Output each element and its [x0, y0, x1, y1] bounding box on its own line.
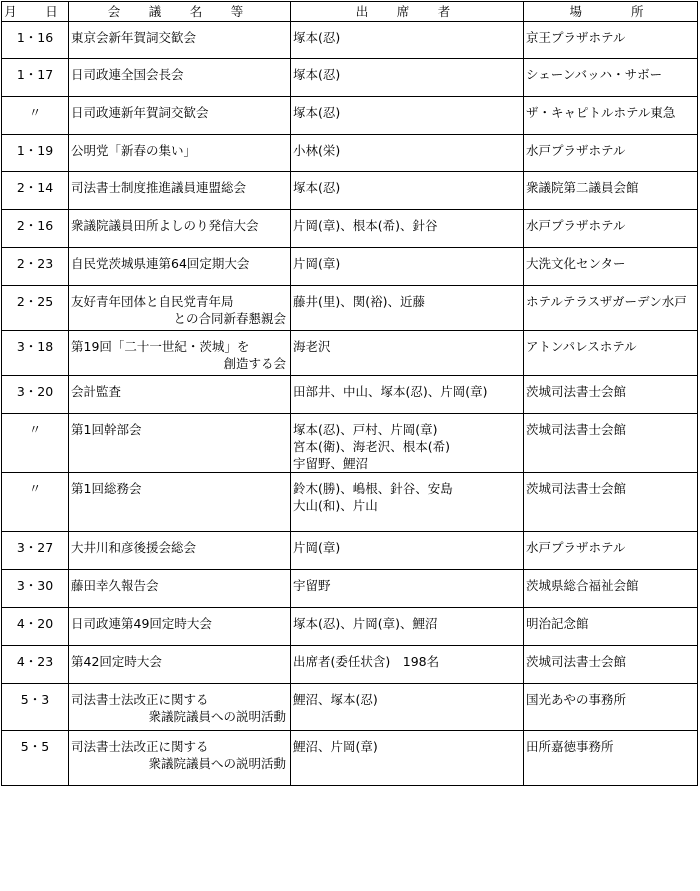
- attendee-line: 宇留野: [293, 578, 331, 593]
- meeting-line: 創造する会: [223, 356, 286, 371]
- row-place: 水戸プラザホテル: [524, 532, 698, 570]
- attendee-line: 塚本(忍): [293, 105, 341, 120]
- row-place: 茨城司法書士会館: [524, 473, 698, 532]
- row-meeting: [69, 331, 291, 376]
- meeting-line: 司法書士制度推進議員連盟総会: [71, 180, 247, 195]
- row-attendees: [291, 248, 524, 286]
- row-place: 茨城司法書士会館: [524, 414, 698, 473]
- meeting-line: 藤田幸久報告会: [71, 578, 159, 593]
- attendee-line: 片岡(章)、根本(希)、針谷: [293, 218, 438, 233]
- meeting-line: 司法書士法改正に関する: [71, 692, 209, 707]
- header-row: [2, 2, 698, 22]
- row-date: 3・20: [2, 376, 69, 414]
- attendee-line: 塚本(忍): [293, 30, 341, 45]
- meeting-line: 第19回「二十一世紀・茨城」を: [71, 339, 250, 354]
- meeting-line: 第1回総務会: [71, 481, 142, 496]
- row-date: 〃: [2, 473, 69, 532]
- attendee-line: 宇留野、鯉沼: [293, 456, 369, 471]
- meeting-line: 大井川和彦後援会総会: [71, 540, 197, 555]
- row-attendees: [291, 22, 524, 59]
- row-meeting: [69, 210, 291, 248]
- attendee-line: 片岡(章): [293, 540, 341, 555]
- row-date: 2・23: [2, 248, 69, 286]
- row-meeting: [69, 608, 291, 646]
- row-place: 田所嘉徳事務所: [524, 731, 698, 786]
- row-attendees: [291, 59, 524, 97]
- row-attendees: [291, 135, 524, 172]
- row-meeting: [69, 376, 291, 414]
- row-place: 大洗文化センター: [524, 248, 698, 286]
- attendee-line: 鯉沼、塚本(忍): [293, 692, 378, 707]
- header-meeting: 会 議 名 等: [69, 2, 291, 22]
- attendee-line: 鈴木(勝)、嶋根、針谷、安島: [293, 481, 453, 496]
- schedule-rows: [2, 22, 698, 786]
- attendee-line: 片岡(章): [293, 256, 341, 271]
- row-date: 〃: [2, 97, 69, 135]
- row-attendees: [291, 286, 524, 331]
- attendee-line: 塚本(忍)、片岡(章)、鯉沼: [293, 616, 438, 631]
- row-meeting: [69, 646, 291, 684]
- row-place: 茨城司法書士会館: [524, 376, 698, 414]
- meeting-line: 衆議院議員への説明活動: [148, 709, 286, 724]
- row-attendees: [291, 97, 524, 135]
- row-place: 明治記念館: [524, 608, 698, 646]
- row-attendees: [291, 172, 524, 210]
- row-meeting: [69, 172, 291, 210]
- row-meeting: [69, 570, 291, 608]
- meeting-line: 公明党「新春の集い」: [71, 143, 197, 158]
- table-row: [2, 135, 698, 172]
- row-place: 水戸プラザホテル: [524, 210, 698, 248]
- row-place: アトンパレスホテル: [524, 331, 698, 376]
- table-row: [2, 59, 698, 97]
- table-row: [2, 376, 698, 414]
- row-attendees: [291, 473, 524, 532]
- meeting-line: 司法書士法改正に関する: [71, 739, 209, 754]
- row-date: 4・20: [2, 608, 69, 646]
- row-meeting: [69, 532, 291, 570]
- row-date: 5・3: [2, 684, 69, 731]
- meeting-line: 衆議院議員田所よしのり発信大会: [71, 218, 259, 233]
- row-date: 2・16: [2, 210, 69, 248]
- row-date: 1・19: [2, 135, 69, 172]
- row-meeting: [69, 248, 291, 286]
- row-place: 茨城司法書士会館: [524, 646, 698, 684]
- row-place: ホテルテラスザガーデン水戸: [524, 286, 698, 331]
- table-row: [2, 684, 698, 731]
- row-place: 京王プラザホテル: [524, 22, 698, 59]
- table-row: [2, 532, 698, 570]
- attendee-line: 宮本(衛)、海老沢、根本(希): [293, 439, 451, 454]
- table-row: [2, 248, 698, 286]
- attendee-line: 塚本(忍): [293, 67, 341, 82]
- meeting-line: 日司政連新年賀詞交歓会: [71, 105, 209, 120]
- row-meeting: [69, 22, 291, 59]
- header-place: 場 所: [524, 2, 698, 22]
- row-meeting: [69, 135, 291, 172]
- attendee-line: 出席者(委任状含) 198名: [293, 654, 440, 669]
- table-row: [2, 210, 698, 248]
- table-row: [2, 172, 698, 210]
- row-date: 4・23: [2, 646, 69, 684]
- table-row: [2, 570, 698, 608]
- table-row: [2, 414, 698, 473]
- attendee-line: 小林(栄): [293, 143, 341, 158]
- row-place: 水戸プラザホテル: [524, 135, 698, 172]
- attendee-line: 大山(和)、片山: [293, 498, 378, 513]
- meeting-line: 日司政連第49回定時大会: [71, 616, 212, 631]
- attendee-line: 田部井、中山、塚本(忍)、片岡(章): [293, 384, 488, 399]
- row-place: シェーンバッハ・サボー: [524, 59, 698, 97]
- header-attendees: 出 席 者: [291, 2, 524, 22]
- row-place: ザ・キャピトルホテル東急: [524, 97, 698, 135]
- row-meeting: [69, 731, 291, 786]
- row-place: 国光あやの事務所: [524, 684, 698, 731]
- row-meeting: [69, 473, 291, 532]
- schedule-table: [1, 1, 698, 786]
- row-meeting: [69, 684, 291, 731]
- row-attendees: [291, 376, 524, 414]
- row-attendees: [291, 532, 524, 570]
- table-row: [2, 331, 698, 376]
- attendee-line: 海老沢: [293, 339, 331, 354]
- row-meeting: [69, 97, 291, 135]
- row-attendees: [291, 608, 524, 646]
- row-attendees: [291, 684, 524, 731]
- header-date: 月 日: [2, 2, 69, 22]
- row-date: 〃: [2, 414, 69, 473]
- row-date: 5・5: [2, 731, 69, 786]
- table-row: [2, 22, 698, 59]
- row-place: 茨城県総合福祉会館: [524, 570, 698, 608]
- attendee-line: 塚本(忍)、戸村、片岡(章): [293, 422, 438, 437]
- row-place: 衆議院第二議員会館: [524, 172, 698, 210]
- table-row: [2, 731, 698, 786]
- row-meeting: [69, 414, 291, 473]
- attendee-line: 鯉沼、片岡(章): [293, 739, 378, 754]
- row-attendees: [291, 331, 524, 376]
- row-attendees: [291, 210, 524, 248]
- attendee-line: 藤井(里)、関(裕)、近藤: [293, 294, 426, 309]
- row-meeting: [69, 286, 291, 331]
- meeting-line: 会計監査: [71, 384, 122, 399]
- meeting-line: 第1回幹部会: [71, 422, 142, 437]
- row-date: 2・25: [2, 286, 69, 331]
- row-attendees: [291, 731, 524, 786]
- meeting-line: 友好青年団体と自民党青年局: [71, 294, 234, 309]
- row-date: 1・17: [2, 59, 69, 97]
- row-date: 3・18: [2, 331, 69, 376]
- meeting-line: 自民党茨城県連第64回定期大会: [71, 256, 250, 271]
- row-attendees: [291, 646, 524, 684]
- table-row: [2, 608, 698, 646]
- table-row: [2, 97, 698, 135]
- row-date: 3・30: [2, 570, 69, 608]
- table-row: [2, 646, 698, 684]
- table-row: [2, 286, 698, 331]
- meeting-line: 東京会新年賀詞交歓会: [71, 30, 197, 45]
- row-date: 3・27: [2, 532, 69, 570]
- meeting-line: 日司政連全国会長会: [71, 67, 184, 82]
- row-attendees: [291, 570, 524, 608]
- meeting-line: との合同新春懇親会: [173, 311, 286, 326]
- table-row: [2, 473, 698, 532]
- meeting-line: 衆議院議員への説明活動: [148, 756, 286, 771]
- row-date: 1・16: [2, 22, 69, 59]
- attendee-line: 塚本(忍): [293, 180, 341, 195]
- row-attendees: [291, 414, 524, 473]
- row-date: 2・14: [2, 172, 69, 210]
- row-meeting: [69, 59, 291, 97]
- meeting-line: 第42回定時大会: [71, 654, 162, 669]
